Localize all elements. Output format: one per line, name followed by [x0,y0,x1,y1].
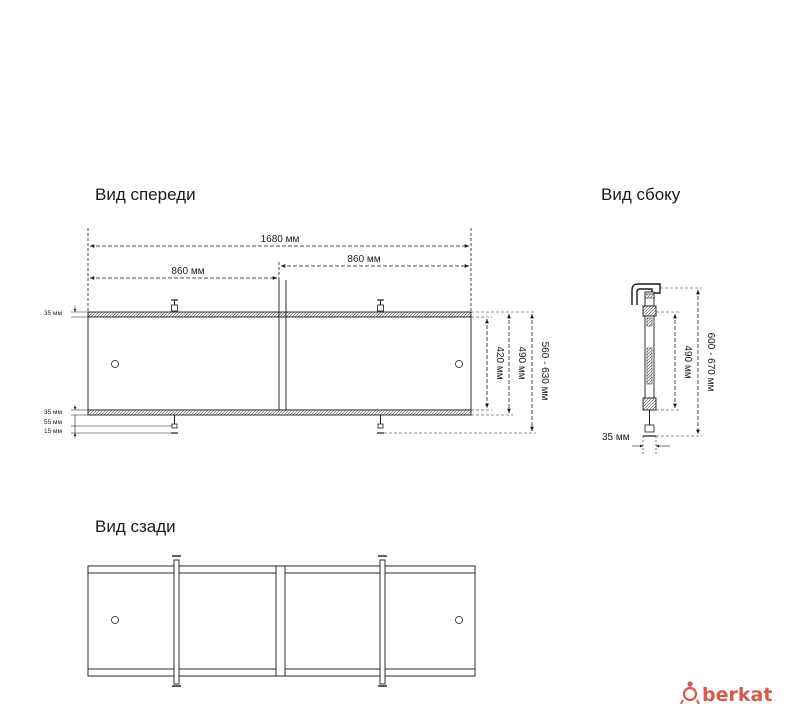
top-rail-label: 35 мм [44,310,62,317]
foot-a-label: 55 мм [44,419,62,426]
rear-hole-right [456,617,463,624]
mount-hole-right [456,361,463,368]
watermark [681,681,772,706]
rear-hole-left [112,617,119,624]
left-half-dimension [90,266,277,278]
foot-left [171,415,178,433]
rear-view [88,517,475,686]
foot-b-label: 15 мм [44,428,62,435]
side-view-title: Вид сбоку [601,185,681,204]
bottom-rail-label: 35 мм [44,409,62,416]
rear-brace-right [380,560,385,684]
side-total-height-label: 600 - 670 мм [705,332,716,392]
top-clip-right [377,300,384,311]
overall-width-dimension [90,234,469,246]
rear-center-joint [276,566,285,676]
front-view-title: Вид спереди [95,185,196,204]
mid-height-label: 490 мм [516,346,527,380]
side-view [601,185,716,455]
total-height-label: 560 - 630 мм [539,341,550,401]
top-clip-left [171,300,178,311]
side-inner-height-label: 490 мм [682,345,693,379]
side-depth-label: 35 мм [602,432,630,443]
panel-height-label: 420 мм [494,346,505,380]
left-half-label: 860 мм [171,266,205,277]
rear-brace-left [174,560,179,684]
right-half-label: 860 мм [347,254,381,265]
overall-width-label: 1680 мм [260,234,300,245]
front-view [44,185,550,438]
mount-hole-left [112,361,119,368]
watermark-text: berkat [702,684,773,706]
berkat-logo-icon [681,681,699,704]
right-half-dimension [281,254,469,266]
bottom-rail [88,410,471,415]
rear-view-title: Вид сзади [95,517,176,536]
foot-right [377,415,384,433]
top-rail [88,312,471,317]
front-panels [88,317,471,410]
